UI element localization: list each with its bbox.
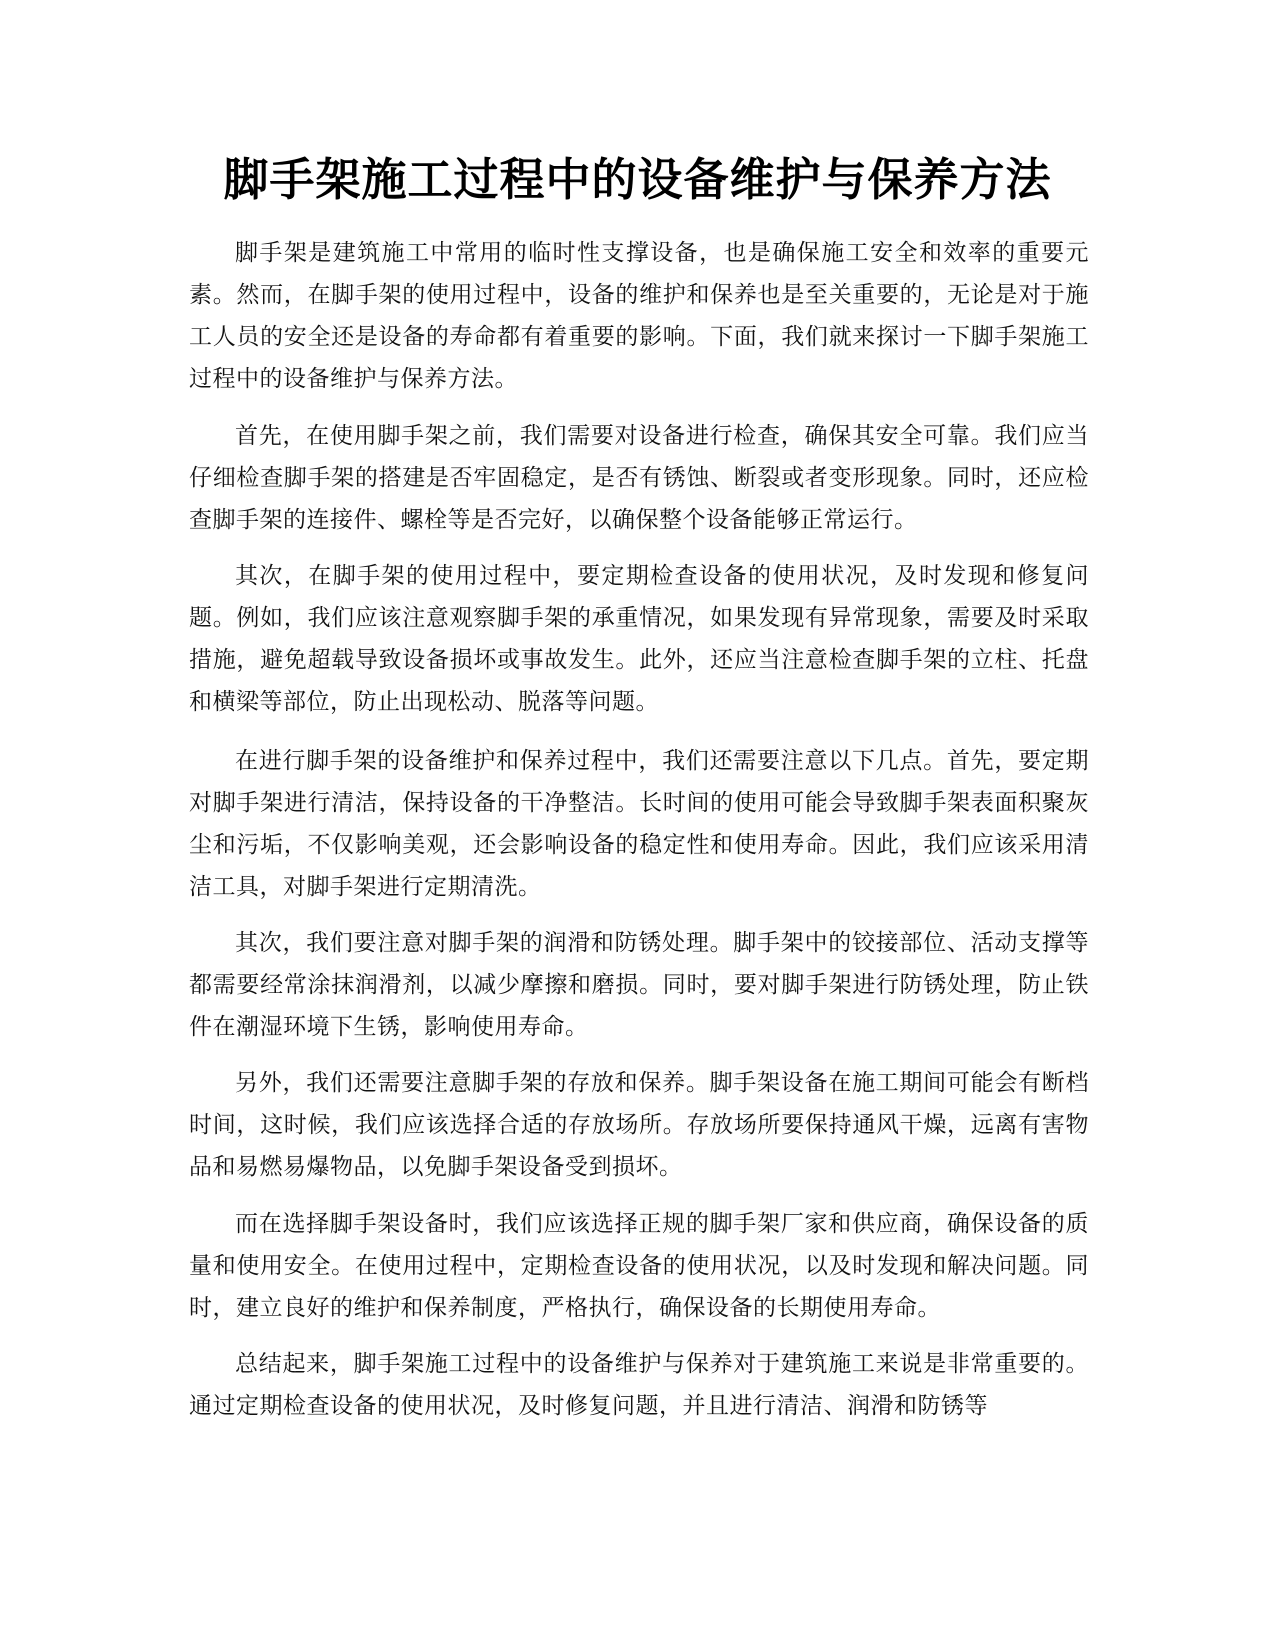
- paragraph-cleaning: 在进行脚手架的设备维护和保养过程中，我们还需要注意以下几点。首先，要定期对脚手架进行清洁，保持设备的干净整洁。长时间的使用可能会导致脚手架表面积聚灰尘和污垢，不仅影响美观，还会影响设备的稳定性和使用寿命。因此，我们应该采用清洁工具，对脚手架进行定期清洗。: [189, 748, 1089, 900]
- paragraph-supplier: 而在选择脚手架设备时，我们应该选择正规的脚手架厂家和供应商，确保设备的质量和使用安全。在使用过程中，定期检查设备的使用状况，以及时发现和解决问题。同时，建立良好的维护和保养制度，严格执行，确保设备的长期使用寿命。: [189, 1211, 1089, 1321]
- paragraph-summary: 总结起来，脚手架施工过程中的设备维护与保养对于建筑施工来说是非常重要的。通过定期检查设备的使用状况，及时修复问题，并且进行清洁、润滑和防锈等: [189, 1351, 1089, 1419]
- paragraph-periodic-inspection: 其次，在脚手架的使用过程中，要定期检查设备的使用状况，及时发现和修复问题。例如，我们应该注意观察脚手架的承重情况，如果发现有异常现象，需要及时采取措施，避免超载导致设备损坏或事故发生。此外，还应当注意检查脚手架的立柱、托盘和横梁等部位，防止出现松动、脱落等问题。: [189, 563, 1089, 715]
- paragraph-intro: 脚手架是建筑施工中常用的临时性支撑设备，也是确保施工安全和效率的重要元素。然而，在脚手架的使用过程中，设备的维护和保养也是至关重要的，无论是对于施工人员的安全还是设备的寿命都有着重要的影响。下面，我们就来探讨一下脚手架施工过程中的设备维护与保养方法。: [189, 240, 1089, 392]
- document-title: 脚手架施工过程中的设备维护与保养方法: [223, 153, 1052, 206]
- paragraph-storage: 另外，我们还需要注意脚手架的存放和保养。脚手架设备在施工期间可能会有断档时间，这时候，我们应该选择合适的存放场所。存放场所要保持通风干燥，远离有害物品和易燃易爆物品，以免脚手架设备受到损坏。: [189, 1070, 1089, 1180]
- paragraph-lubrication: 其次，我们要注意对脚手架的润滑和防锈处理。脚手架中的铰接部位、活动支撑等都需要经常涂抹润滑剂，以减少摩擦和磨损。同时，要对脚手架进行防锈处理，防止铁件在潮湿环境下生锈，影响使用寿命。: [189, 930, 1089, 1040]
- paragraph-pre-use-inspection: 首先，在使用脚手架之前，我们需要对设备进行检查，确保其安全可靠。我们应当仔细检查脚手架的搭建是否牢固稳定，是否有锈蚀、断裂或者变形现象。同时，还应检查脚手架的连接件、螺栓等是否完好，以确保整个设备能够正常运行。: [189, 423, 1089, 533]
